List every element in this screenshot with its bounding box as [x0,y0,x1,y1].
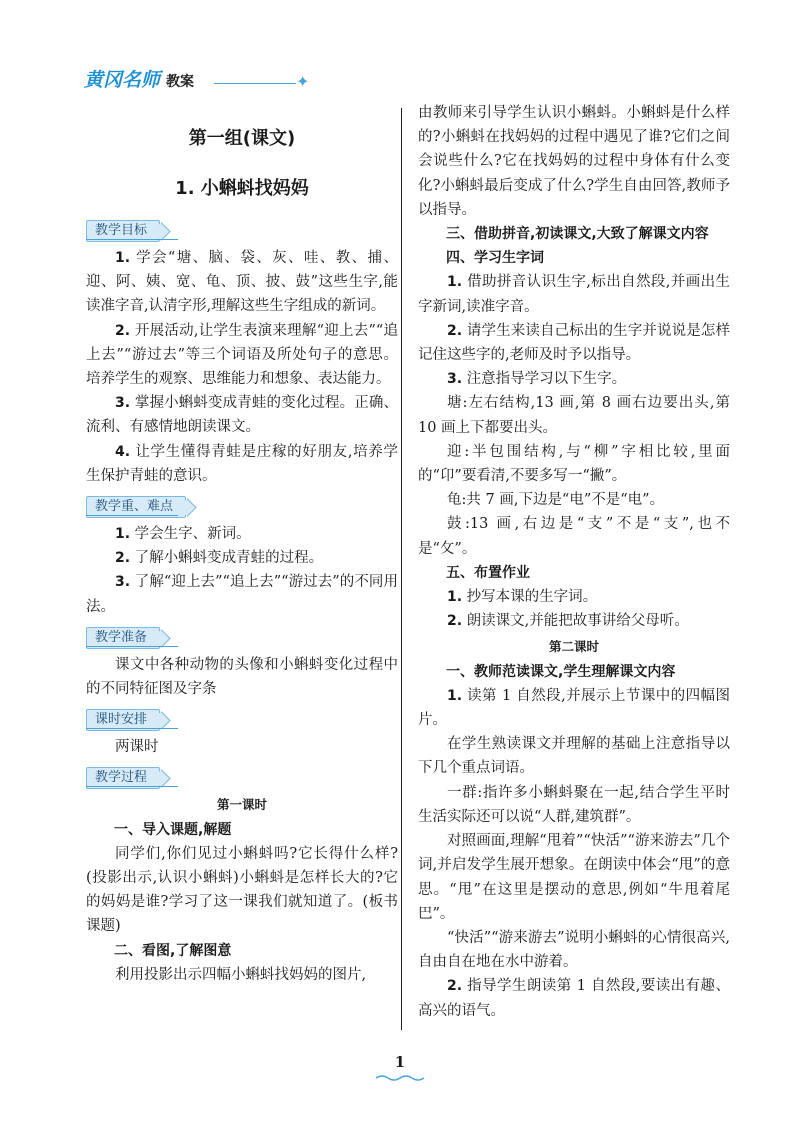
right-column [418,101,730,1023]
list-item: 3. 了解“迎上去”“追上去”“游过去”的不同用法。 [86,574,398,615]
paragraph-part2: 由教师来引导学生认识小蝌蚪。小蝌蚪是什么样的?小蝌蚪在找妈妈的过程中遇见了谁?它们之间会说些什么?它在找妈妈的过程中身体有什么变化?小蝌蚪最后变成了什么?学生自由回答,教师予以指导。 [418,105,730,218]
brand-logo [84,66,194,92]
period-heading: 第一课时 [216,797,267,813]
section-tag-goals [86,218,398,240]
paragraph: 在学生熟读课文并理解的基础上注意指导以下几个重点词语。 [418,736,730,777]
list-item: 4. 让学生懂得青蛙是庄稼的好朋友,培养学生保护青蛙的意识。 [86,443,399,484]
section-tag-process [86,765,398,787]
chapter-title: 第一组(课文) [188,128,296,149]
paragraph: 一群:指许多小蝌蚪聚在一起,结合学生平时生活实际还可以说“人群,建筑群”。 [418,784,730,825]
step-heading: 一、导入课题,解题 [114,821,232,838]
list-item: 3. 注意指导学习以下生字。 [447,371,627,388]
list-item: 1. 学会“塘、脑、袋、灰、哇、教、捕、迎、阿、姨、宽、龟、顶、披、鼓”这些生字,能读准字音,认清字形,理解这些生字组成的新词。 [86,250,398,315]
list-item: 3. 掌握小蝌蚪变成青蛙的变化过程。正确、流利、有感情地朗读课文。 [86,395,399,436]
section-label: 教学重、难点 [86,496,186,518]
column-divider [401,108,402,1030]
brand-name: 黄冈名师 [84,69,161,91]
list-item: 2. 指导学生朗读第 1 自然段,要读出有趣、高兴的语气。 [418,978,730,1019]
header-rule [214,83,296,84]
char-note: 龟:共 7 画,下边是“电”不是“电”。 [447,492,665,509]
left-column [86,124,398,987]
step-heading: 四、学习生字词 [446,250,544,267]
lesson-title: 1. 小蝌蚪找妈妈 [175,178,309,199]
section-tag-schedule [86,707,398,729]
section-label: 教学准备 [86,627,160,649]
list-item: 1. 借助拼音认识生字,标出自然段,并画出生字新词,读准字音。 [418,274,731,315]
paragraph: 同学们,你们见过小蝌蚪吗?它长得什么样?(投影出示,认识小蝌蚪)小蝌蚪是怎样长大的?它的妈妈是谁?学习了这一课我们就知道了。(板书课题) [86,845,398,935]
list-item: 2. 请学生来读自己标出的生字并说说是怎样记住这些字的,老师及时予以指导。 [418,322,731,364]
section-label: 课时安排 [86,709,160,731]
char-note: 鼓:13 画,右边是“支”不是“支”,也不是“攵”。 [418,516,730,557]
prep-text: 课文中各种动物的头像和小蝌蚪变化过程中的不同特征图及字条 [86,656,398,698]
section-tag-prep [86,625,398,647]
section-label: 教学目标 [86,220,160,242]
list-item: 2. 了解小蝌蚪变成青蛙的过程。 [115,550,324,567]
step-heading: 二、看图,了解图意 [114,942,232,959]
char-note: 塘:左右结构,13 画,第 8 画右边要出头,第 10 画上下都要出头。 [418,395,730,436]
section-label: 教学过程 [86,767,160,789]
step-heading: 一、教师范读课文,学生理解课文内容 [446,663,676,680]
list-item: 2. 开展活动,让学生表演来理解“迎上去”“追上去”“游过去”等三个词语及所处句子的意思。培养学生的观察、思维能力和想象、表达能力。 [86,322,399,388]
step-heading: 三、借助拼音,初读课文,大致了解课文内容 [446,226,709,243]
period-heading: 第二课时 [548,639,599,655]
page-number-ornament [376,1074,424,1082]
list-item: 1. 抄写本课的生字词。 [447,589,598,606]
paragraph: 对照画面,理解“甩着”“快活”“游来游去”几个词,并启发学生展开想象。在朗读中体会“甩”的意思。“甩”在这里是摆动的意思,例如“牛甩着尾巴”。 [418,833,730,922]
section-tag-keypoints [86,494,398,516]
sparkle-icon: ✦ [296,72,310,91]
page-number: 1 [394,1053,406,1071]
step-heading: 五、布置作业 [446,564,530,581]
char-note: 迎:半包围结构,与“柳”字相比较,里面的“卬”要看清,不要多写一“撇”。 [418,443,730,485]
schedule-text: 两课时 [115,739,159,756]
list-item: 2. 朗读课文,并能把故事讲给父母听。 [447,613,689,630]
paragraph-part1: 利用投影出示四幅小蝌蚪找妈妈的图片, [115,966,367,983]
brand-subtitle: 教案 [166,74,195,90]
list-item: 1. 学会生字、新词。 [115,526,251,543]
list-item: 1. 读第 1 自然段,并展示上节课中的四幅图片。 [418,687,730,729]
paragraph: “快活”“游来游去”说明小蝌蚪的心情很高兴,自由自在地在水中游着。 [418,929,730,971]
